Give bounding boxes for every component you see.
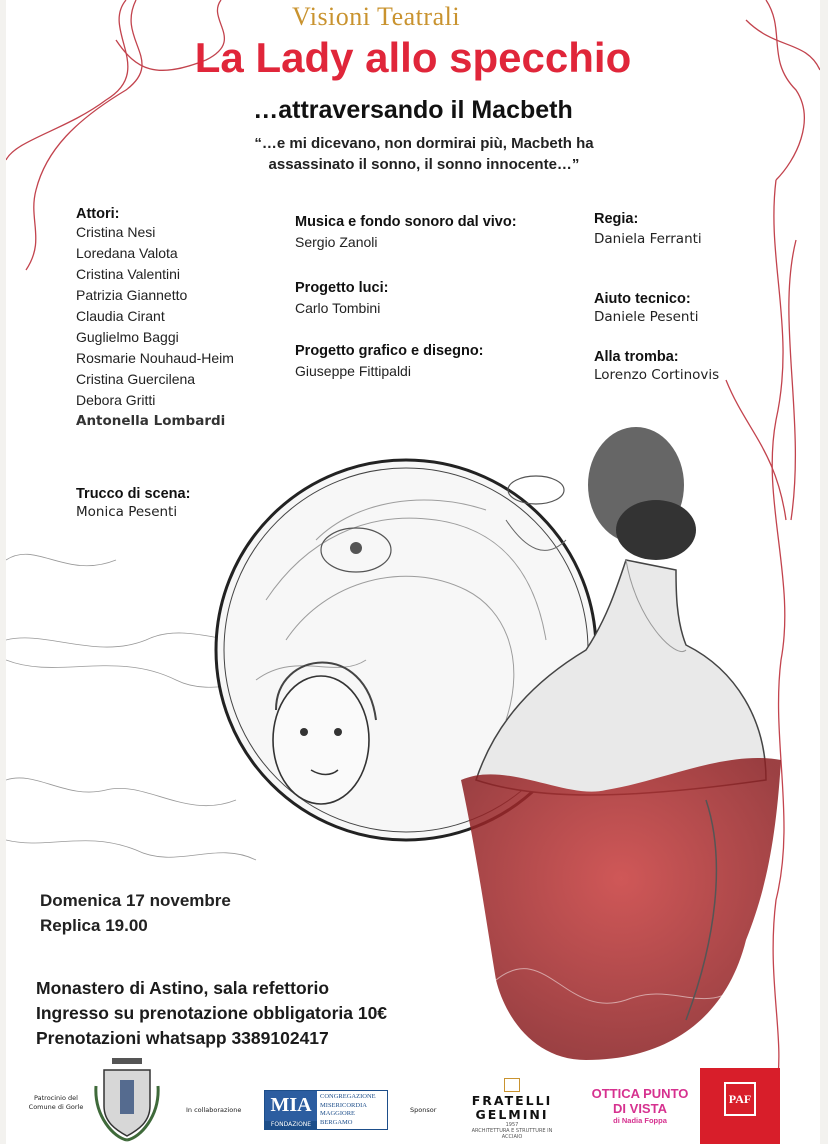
event-date-block [40, 888, 231, 938]
music-name: Sergio Zanoli [295, 234, 378, 250]
actor: Patrizia Giannetto [76, 287, 188, 303]
trumpet-credit: Alla tromba: Lorenzo Cortinovis [594, 349, 719, 386]
mia-text-line: BERGAMO [320, 1118, 353, 1126]
venue-block [36, 976, 387, 1051]
director-name: Daniela Ferranti [594, 231, 702, 247]
patronage-line-2: Comune di Gorle [28, 1103, 84, 1111]
actor: Loredana Valota [76, 245, 178, 261]
lights-label: Progetto luci: [295, 280, 389, 296]
mia-sub: FONDAZIONE [265, 1121, 317, 1129]
fondazione-mia-logo [264, 1090, 388, 1130]
makeup-name: Monica Pesenti [76, 504, 178, 520]
comune-coat-of-arms-icon [94, 1056, 160, 1142]
actor: Rosmarie Nouhaud-Heim [76, 350, 234, 366]
gelmini-emblem-icon [504, 1078, 520, 1092]
mia-mark: MIA [270, 1094, 312, 1116]
poster [6, 0, 820, 1144]
actor: Cristina Nesi [76, 224, 156, 240]
makeup-credit: Trucco di scena: Monica Pesenti [76, 486, 190, 523]
quote [214, 133, 634, 175]
sponsor-text: Sponsor [410, 1106, 437, 1114]
entry-info: Ingresso su prenotazione obbligatoria 10€ [36, 1003, 388, 1023]
trumpet-name: Lorenzo Cortinovis [594, 367, 720, 383]
director-credit [594, 211, 702, 250]
actors-label: Attori [76, 206, 115, 222]
actor: Cristina Guercilena [76, 371, 196, 387]
director-label: Regia: [594, 211, 639, 227]
venue: Monastero di Astino, sala refettorio [36, 978, 330, 998]
event-time: Replica 19.00 [40, 916, 148, 935]
fratelli-gelmini-logo [464, 1078, 560, 1140]
ottica-punto-di-vista-logo [584, 1086, 696, 1125]
patronage-text [26, 1094, 86, 1112]
music-credit [295, 214, 517, 253]
makeup-label: Trucco di scena [76, 486, 186, 502]
music-label: Musica e fondo sonoro dal vivo: [295, 214, 517, 230]
gelmini-name-1: FRATELLI [471, 1093, 553, 1108]
collaboration-text: In collaborazione [186, 1106, 242, 1114]
cast-list: Attori: Cristina Nesi Loredana Valota Cristina Valentini Patrizia Giannetto Claudia Cirant Guglielmo Baggi Rosmarie Nouhaud-Heim Cristina Guercilena Debora Gritti Antonella Lombardi [76, 206, 234, 432]
mia-text-line: MAGGIORE [320, 1110, 356, 1117]
lights-credit [295, 280, 388, 319]
patronage-line-1: Patrocinio del [34, 1094, 78, 1102]
quote-line-2: assassinato il sonno, il sonno innocente…” [268, 156, 580, 173]
lights-name: Carlo Tombini [295, 300, 381, 316]
ottica-line-3: di Nadia Foppa [613, 1116, 667, 1125]
gelmini-name-2: GELMINI [475, 1107, 549, 1122]
actor: Claudia Cirant [76, 308, 165, 324]
actor: Antonella Lombardi [76, 413, 226, 429]
ottica-line-1: OTTICA PUNTO [591, 1086, 689, 1101]
graphics-name: Giuseppe Fittipaldi [295, 363, 411, 379]
brand-title: Visioni Teatrali [292, 2, 461, 31]
subtitle: …attraversando il Macbeth [253, 96, 573, 124]
lady-mirror-illustration [206, 420, 820, 1070]
mia-text-line: CONGREGAZIONE [320, 1093, 376, 1100]
mia-text-line: MISERICORDIA [320, 1101, 367, 1109]
event-date: Domenica 17 novembre [40, 891, 231, 910]
tech-name: Daniele Pesenti [594, 309, 699, 325]
trumpet-label: Alla tromba [594, 349, 674, 365]
actor: Guglielmo Baggi [76, 329, 179, 345]
tech-credit: Aiuto tecnico: Daniele Pesenti [594, 291, 699, 328]
tech-label: Aiuto tecnico [594, 291, 686, 307]
graphics-credit [295, 343, 484, 382]
graphics-label: Progetto grafico e disegno: [295, 343, 484, 359]
gelmini-tagline: ARCHITETTURA E STRUTTURE IN ACCIAIO [471, 1128, 553, 1140]
actor: Debora Gritti [76, 392, 156, 408]
actor: Cristina Valentini [76, 266, 181, 282]
paf-mark: PAF [724, 1082, 756, 1116]
paf-logo [700, 1068, 780, 1144]
ottica-line-2: DI VISTA [613, 1101, 667, 1116]
gelmini-year: 1957 [505, 1122, 519, 1128]
booking-info: Prenotazioni whatsapp 3389102417 [36, 1028, 329, 1048]
page-title: La Lady allo specchio [194, 34, 632, 81]
quote-line-1: “…e mi dicevano, non dormirai più, Macbeth ha [254, 135, 594, 152]
